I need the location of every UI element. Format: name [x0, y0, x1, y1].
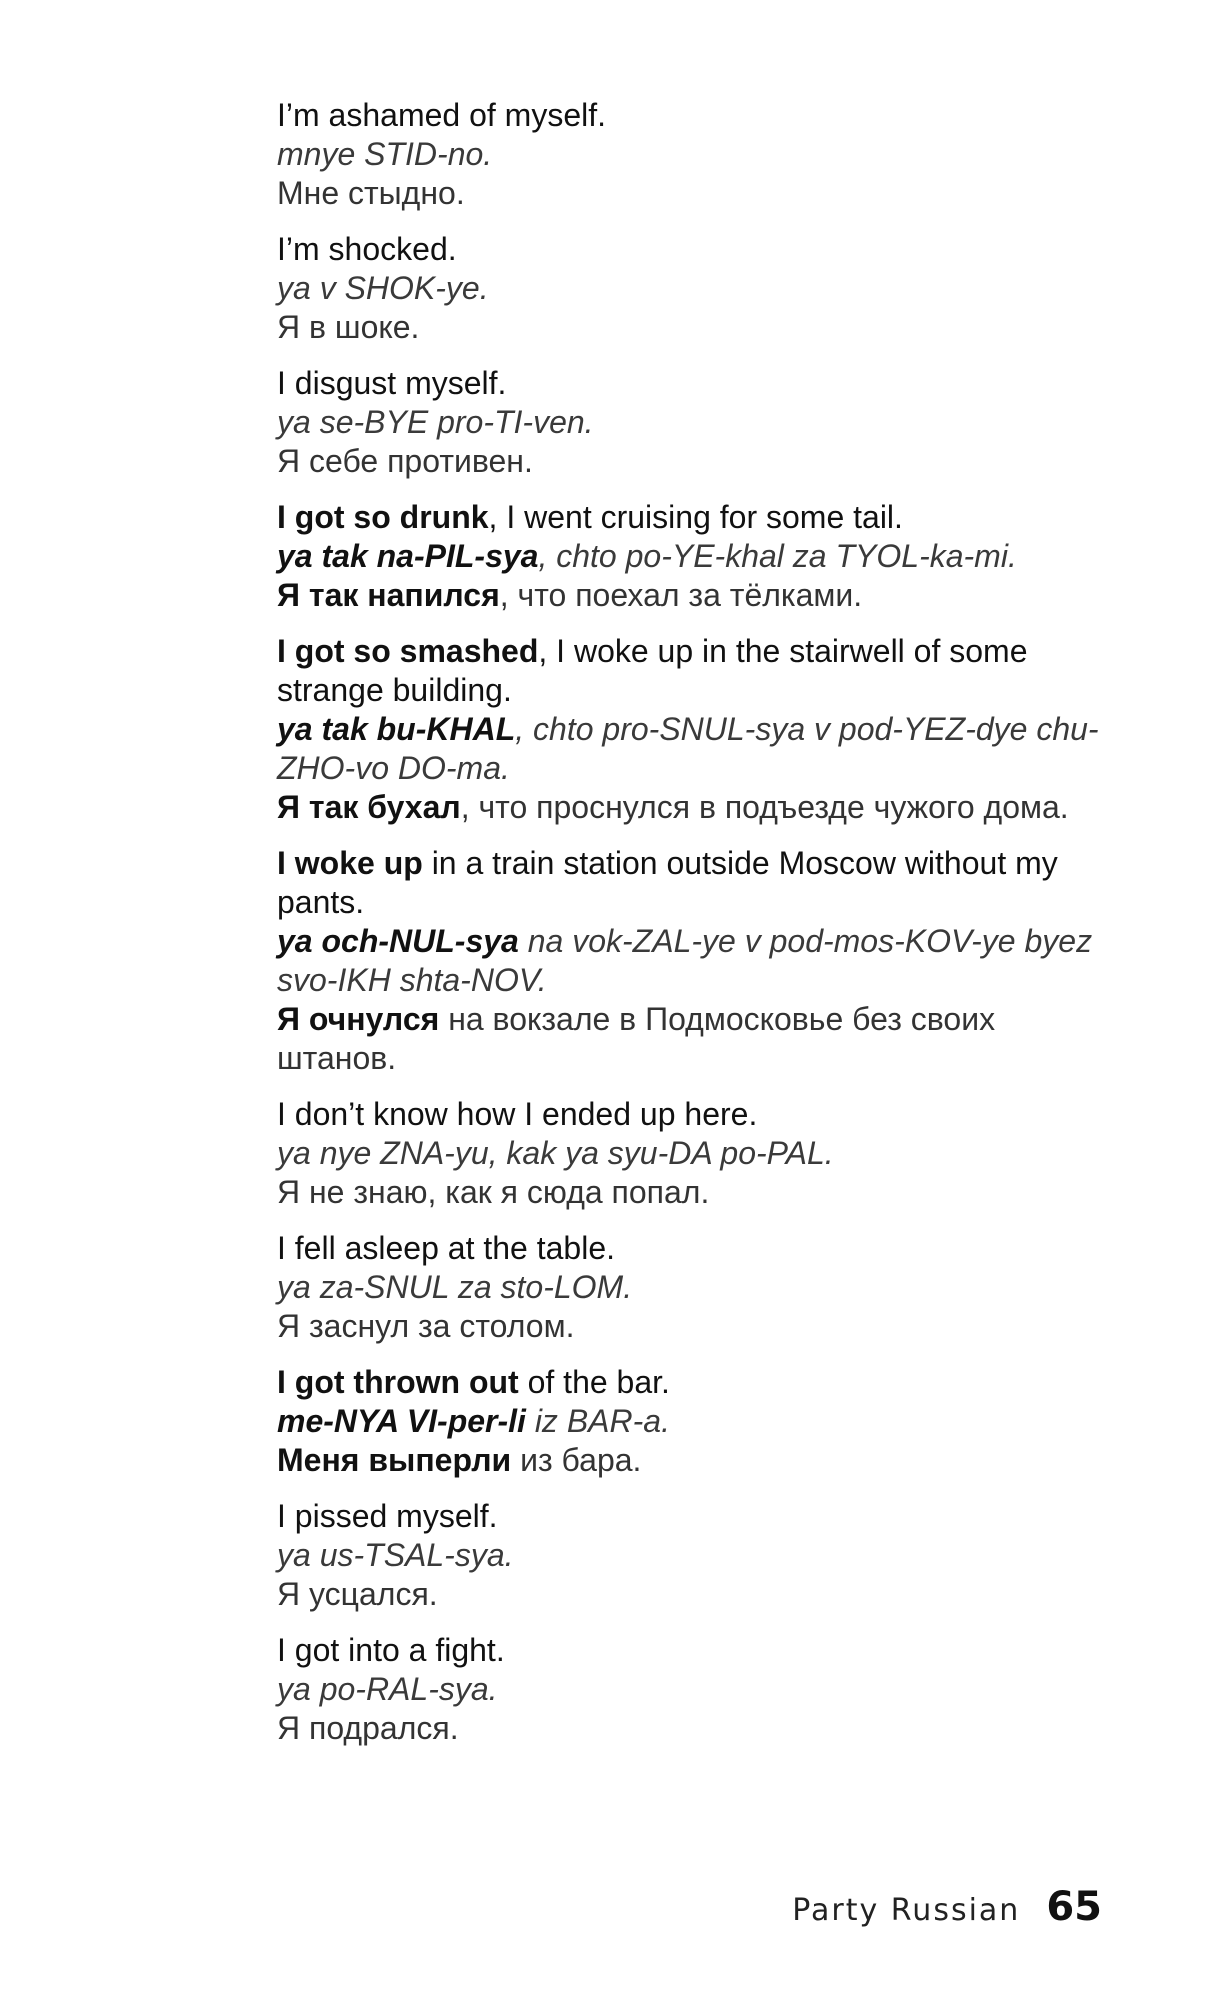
- phrase-entry: [277, 364, 1117, 481]
- phrase-text: Я подрался.: [277, 1710, 459, 1746]
- transliteration: [277, 269, 1117, 308]
- english-phrase: [277, 498, 1117, 537]
- english-phrase: [277, 844, 1117, 922]
- english-phrase: [277, 1095, 1117, 1134]
- emphasized-text: me-NYA VI-per-li: [277, 1403, 526, 1439]
- page-number: 65: [1046, 1884, 1102, 1930]
- emphasized-text: Меня выперли: [277, 1442, 512, 1478]
- english-phrase: [277, 1229, 1117, 1268]
- emphasized-text: Я так напился: [277, 577, 500, 613]
- russian-phrase: [277, 442, 1117, 481]
- emphasized-text: ya tak bu-KHAL: [277, 711, 516, 747]
- phrase-text: ya po-RAL-sya.: [277, 1671, 498, 1707]
- russian-phrase: [277, 308, 1117, 347]
- transliteration: [277, 135, 1117, 174]
- russian-phrase: [277, 1173, 1117, 1212]
- transliteration: [277, 1402, 1117, 1441]
- phrase-entry: [277, 632, 1117, 827]
- emphasized-text: Я очнулся: [277, 1001, 440, 1037]
- phrase-text: I pissed myself.: [277, 1498, 498, 1534]
- phrase-entry: [277, 1363, 1117, 1480]
- phrase-text: Я себе противен.: [277, 443, 533, 479]
- phrase-text: I fell asleep at the table.: [277, 1230, 615, 1266]
- emphasized-text: ya och-NUL-sya: [277, 923, 519, 959]
- phrase-list: [277, 96, 1117, 1765]
- phrase-entry: [277, 844, 1117, 1078]
- phrase-text: ya us-TSAL-sya.: [277, 1537, 514, 1573]
- phrase-text: , I woke up in the stairwell of some strange building.: [277, 633, 1028, 708]
- phrase-text: , I went cruising for some tail.: [488, 499, 903, 535]
- transliteration: [277, 1268, 1117, 1307]
- phrase-text: ya se-BYE pro-TI-ven.: [277, 404, 594, 440]
- phrase-text: iz BAR-a.: [525, 1403, 670, 1439]
- transliteration: [277, 1134, 1117, 1173]
- english-phrase: [277, 632, 1117, 710]
- russian-phrase: [277, 1709, 1117, 1748]
- phrase-text: ya nye ZNA-yu, kak ya syu-DA po-PAL.: [277, 1135, 834, 1171]
- english-phrase: [277, 364, 1117, 403]
- phrase-text: mnye STID-no.: [277, 136, 493, 172]
- phrase-entry: [277, 1229, 1117, 1346]
- russian-phrase: [277, 174, 1117, 213]
- phrase-entry: [277, 1095, 1117, 1212]
- phrase-text: , chto pro-SNUL-sya v pod-YEZ-dye chu-ZHO-vo DO-ma.: [277, 711, 1099, 786]
- emphasized-text: I got so smashed: [277, 633, 539, 669]
- phrase-text: in a train station outside Moscow without my pants.: [277, 845, 1058, 920]
- russian-phrase: [277, 1575, 1117, 1614]
- phrase-text: Я не знаю, как я сюда попал.: [277, 1174, 710, 1210]
- phrase-text: ya v SHOK-ye.: [277, 270, 489, 306]
- phrase-text: na vok-ZAL-ye v pod-mos-KOV-ye byez svo-IKH shta-NOV.: [277, 923, 1093, 998]
- phrase-text: ya za-SNUL za sto-LOM.: [277, 1269, 633, 1305]
- phrase-entry: [277, 1497, 1117, 1614]
- phrase-text: Я заснул за столом.: [277, 1308, 575, 1344]
- russian-phrase: [277, 1000, 1117, 1078]
- phrase-text: , что проснулся в подъезде чужого дома.: [460, 789, 1069, 825]
- phrase-text: I got into a fight.: [277, 1632, 505, 1668]
- english-phrase: [277, 1631, 1117, 1670]
- phrase-text: I disgust myself.: [277, 365, 507, 401]
- phrase-text: из бара.: [511, 1442, 642, 1478]
- transliteration: [277, 922, 1117, 1000]
- russian-phrase: [277, 576, 1117, 615]
- english-phrase: [277, 1497, 1117, 1536]
- phrase-text: на вокзале в Подмосковье без своих штанов.: [277, 1001, 996, 1076]
- russian-phrase: [277, 788, 1117, 827]
- phrase-entry: [277, 96, 1117, 213]
- transliteration: [277, 710, 1117, 788]
- english-phrase: [277, 230, 1117, 269]
- running-title: Party Russian: [792, 1893, 1021, 1928]
- phrase-text: I don’t know how I ended up here.: [277, 1096, 758, 1132]
- emphasized-text: Я так бухал: [277, 789, 461, 825]
- phrase-text: Я усцался.: [277, 1576, 438, 1612]
- english-phrase: [277, 96, 1117, 135]
- transliteration: [277, 1670, 1117, 1709]
- emphasized-text: I got thrown out: [277, 1364, 519, 1400]
- phrase-entry: [277, 1631, 1117, 1748]
- transliteration: [277, 1536, 1117, 1575]
- phrase-entry: [277, 498, 1117, 615]
- emphasized-text: I woke up: [277, 845, 423, 881]
- transliteration: [277, 403, 1117, 442]
- phrase-text: I’m ashamed of myself.: [277, 97, 606, 133]
- emphasized-text: ya tak na-PIL-sya: [277, 538, 539, 574]
- english-phrase: [277, 1363, 1117, 1402]
- russian-phrase: [277, 1307, 1117, 1346]
- phrase-text: , chto po-YE-khal za TYOL-ka-mi.: [538, 538, 1017, 574]
- emphasized-text: I got so drunk: [277, 499, 489, 535]
- phrase-text: Мне стыдно.: [277, 175, 465, 211]
- phrase-text: of the bar.: [518, 1364, 670, 1400]
- transliteration: [277, 537, 1117, 576]
- phrase-text: Я в шоке.: [277, 309, 420, 345]
- phrase-text: , что поехал за тёлками.: [499, 577, 863, 613]
- page-footer: [792, 1884, 1102, 1930]
- russian-phrase: [277, 1441, 1117, 1480]
- phrase-text: I’m shocked.: [277, 231, 457, 267]
- phrase-entry: [277, 230, 1117, 347]
